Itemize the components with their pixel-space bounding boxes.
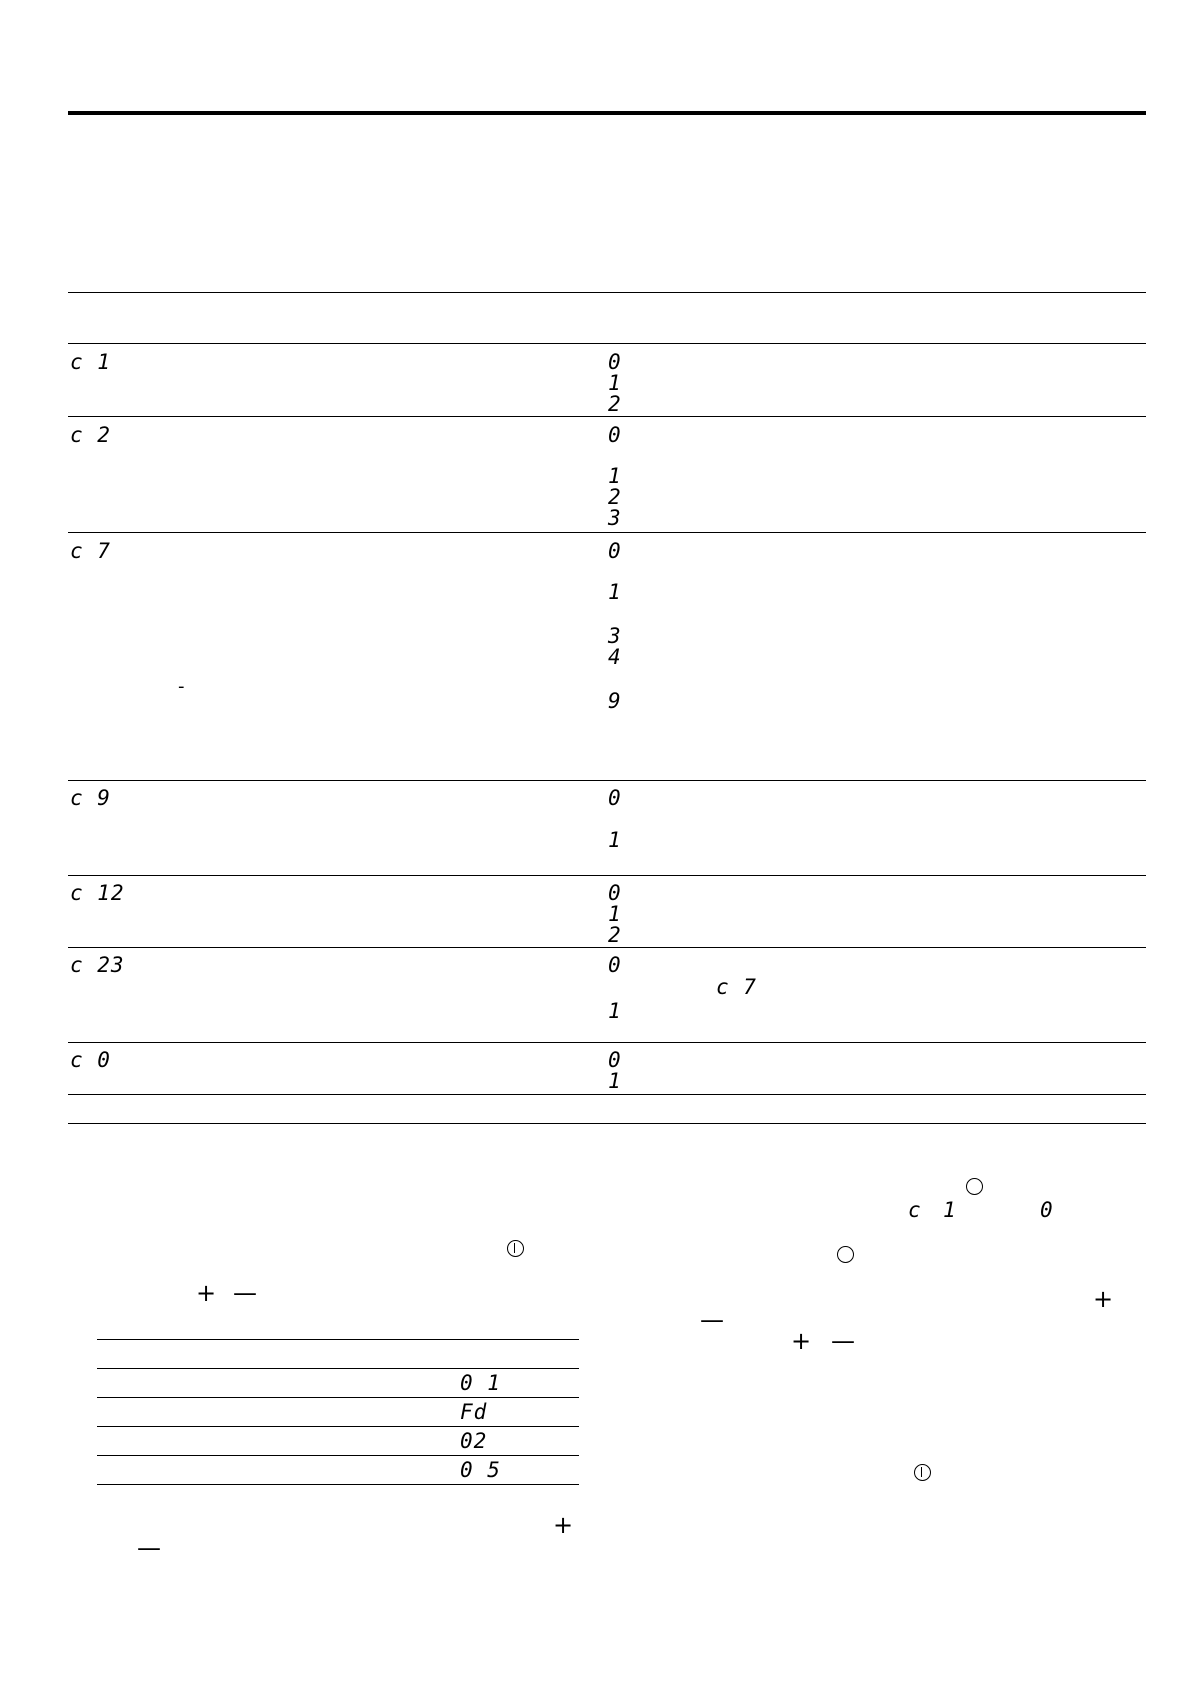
setting-value: 1: [608, 828, 622, 852]
setting-value: 2: [608, 485, 622, 509]
setting-code-c1: c 1: [70, 350, 111, 374]
display-code: c: [908, 1198, 922, 1222]
plus-icon: +: [553, 1511, 574, 1539]
power-icon: [507, 1240, 524, 1257]
mini-table-code: 0 1: [460, 1371, 501, 1395]
setting-value: 0: [608, 350, 622, 374]
table-row-divider: [68, 780, 1146, 781]
table-row-divider: [68, 1042, 1146, 1043]
table-row-divider: [68, 1094, 1146, 1095]
setting-value: 0: [608, 1048, 622, 1072]
setting-code-c2: c 2: [70, 423, 111, 447]
minus-icon: —: [700, 1306, 724, 1334]
mini-table-rule: [97, 1426, 579, 1427]
setting-value: 1: [608, 580, 622, 604]
setting-value: 0: [608, 953, 622, 977]
setting-code-c12: c 12: [70, 881, 125, 905]
mini-table-rule: [97, 1455, 579, 1456]
mini-table-rule: [97, 1339, 579, 1340]
setting-code-c0: c 0: [70, 1048, 111, 1072]
setting-value: 0: [608, 881, 622, 905]
minus-icon: —: [137, 1534, 161, 1562]
minus-icon: —: [831, 1327, 855, 1355]
mini-table-rule: [97, 1484, 579, 1485]
power-icon: [914, 1464, 931, 1481]
table-bottom-rule: [68, 1123, 1146, 1124]
setting-value: 2: [608, 392, 622, 416]
setting-value: 1: [608, 371, 622, 395]
setting-value: 1: [608, 1069, 622, 1093]
plus-icon: +: [196, 1279, 217, 1307]
setting-code-c23: c 23: [70, 953, 125, 977]
table-row-divider: [68, 875, 1146, 876]
setting-code-c9: c 9: [70, 786, 111, 810]
setting-value: 1: [608, 464, 622, 488]
table-header-rule: [68, 292, 1146, 293]
mini-table-rule: [97, 1368, 579, 1369]
mini-table-code: 02: [460, 1429, 488, 1453]
top-rule: [68, 111, 1146, 115]
setting-value: 1: [608, 902, 622, 926]
table-row-divider: [68, 416, 1146, 417]
display-value: 0: [1040, 1198, 1054, 1222]
table-row-divider: [68, 343, 1146, 344]
mini-table-code: 0 5: [460, 1458, 501, 1482]
circle-icon: [966, 1178, 983, 1195]
inline-code-reference: c 7: [716, 975, 757, 999]
setting-value: 3: [608, 624, 622, 648]
table-row-divider: [68, 947, 1146, 948]
mini-table-rule: [97, 1397, 579, 1398]
setting-value: 1: [608, 999, 622, 1023]
description-mark: -: [178, 676, 185, 697]
circle-icon: [837, 1246, 854, 1263]
setting-value: 2: [608, 923, 622, 947]
mini-table-code: Fd: [460, 1400, 488, 1424]
setting-value: 3: [608, 506, 622, 530]
setting-value: 0: [608, 786, 622, 810]
display-code-number: 1: [943, 1198, 957, 1222]
setting-code-c7: c 7: [70, 539, 111, 563]
plus-icon: +: [1093, 1285, 1114, 1313]
table-row-divider: [68, 532, 1146, 533]
setting-value: 9: [608, 689, 622, 713]
plus-icon: +: [791, 1327, 812, 1355]
setting-value: 0: [608, 539, 622, 563]
setting-value: 4: [608, 645, 622, 669]
minus-icon: —: [233, 1279, 257, 1307]
setting-value: 0: [608, 423, 622, 447]
